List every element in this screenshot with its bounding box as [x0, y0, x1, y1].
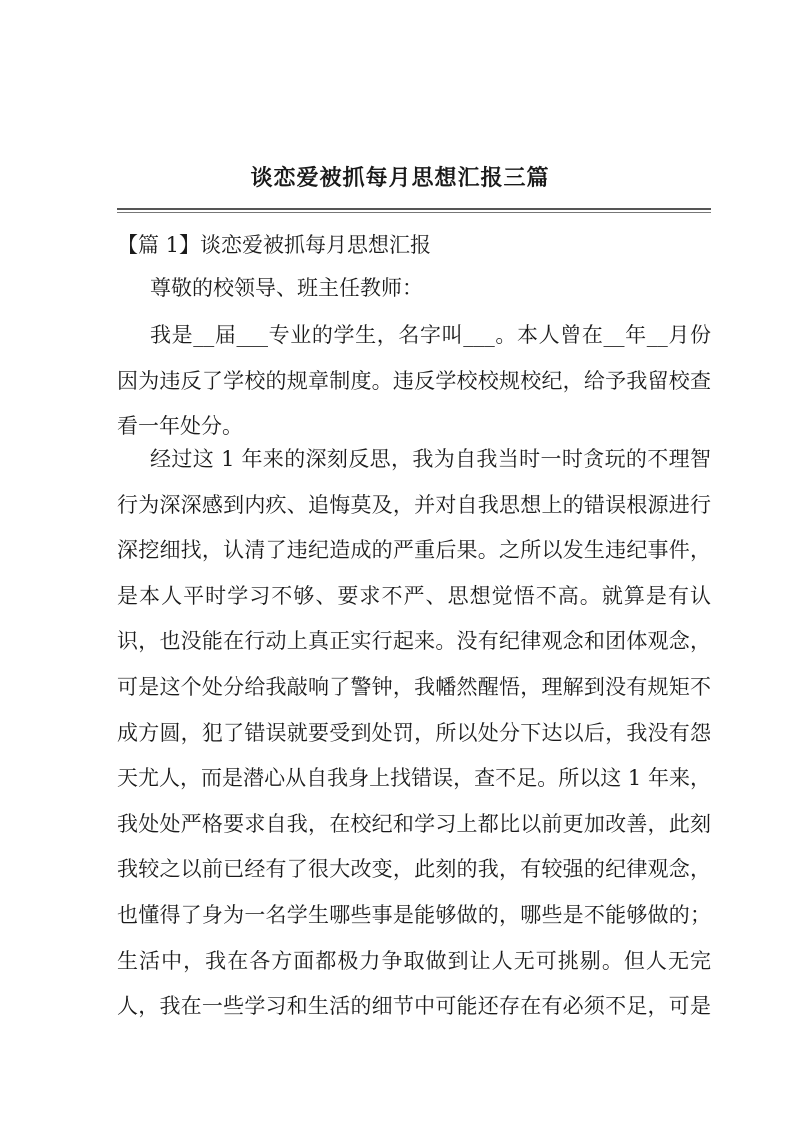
- paragraph-line: 生活中，我在各方面都极力争取做到让人无可挑剔。但人无完: [117, 948, 711, 973]
- paragraph-line: 我是__届___专业的学生，名字叫___。本人曾在__年__月份: [150, 323, 711, 347]
- paragraph-line: 也懂得了身为一名学生哪些事是能够做的，哪些是不能够做的；: [117, 902, 711, 927]
- paragraph-line: 因为违反了学校的规章制度。违反学校校规校纪，给予我留校查: [117, 368, 711, 393]
- paragraph-line: 成方圆，犯了错误就要受到处罚，所以处分下达以后，我没有怨: [117, 720, 711, 745]
- salutation: 尊敬的校领导、班主任教师：: [150, 276, 423, 300]
- paragraph-line: 识，也没能在行动上真正实行起来。没有纪律观念和团体观念，: [117, 629, 711, 654]
- paragraph-line: 深挖细找，认清了违纪造成的严重后果。之所以发生违纪事件，: [117, 538, 711, 563]
- section-heading-text: 谈恋爱被抓每月思想汇报: [200, 233, 432, 257]
- paragraph-line: 可是这个处分给我敲响了警钟，我幡然醒悟，理解到没有规矩不: [117, 674, 711, 699]
- paragraph-line: 是本人平时学习不够、要求不严、思想觉悟不高。就算是有认: [117, 583, 711, 608]
- paragraph: [117, 437, 711, 1030]
- section-heading: [117, 226, 431, 264]
- section-label: 【篇 1】: [117, 233, 201, 257]
- paragraph-line: 行为深深感到内疚、追悔莫及，并对自我思想上的错误根源进行: [117, 492, 711, 517]
- document-title: 谈恋爱被抓每月思想汇报三篇: [250, 165, 550, 191]
- paragraph-line: 经过这 1 年来的深刻反思，我为自我当时一时贪玩的不理智: [150, 447, 711, 471]
- paragraph-line: 我处处严格要求自我，在校纪和学习上都比以前更加改善，此刻: [117, 811, 711, 836]
- paragraph-line: 天尤人，而是潜心从自我身上找错误，查不足。所以这 1 年来，: [117, 766, 711, 791]
- paragraph-line: 看一年处分。: [117, 414, 243, 439]
- title-divider: [117, 208, 711, 213]
- paragraph-line: 我较之以前已经有了很大改变，此刻的我，有较强的纪律观念，: [117, 857, 711, 882]
- paragraph-line: 人，我在一些学习和生活的细节中可能还存在有必须不足，可是: [117, 994, 711, 1019]
- paragraph: [117, 313, 711, 450]
